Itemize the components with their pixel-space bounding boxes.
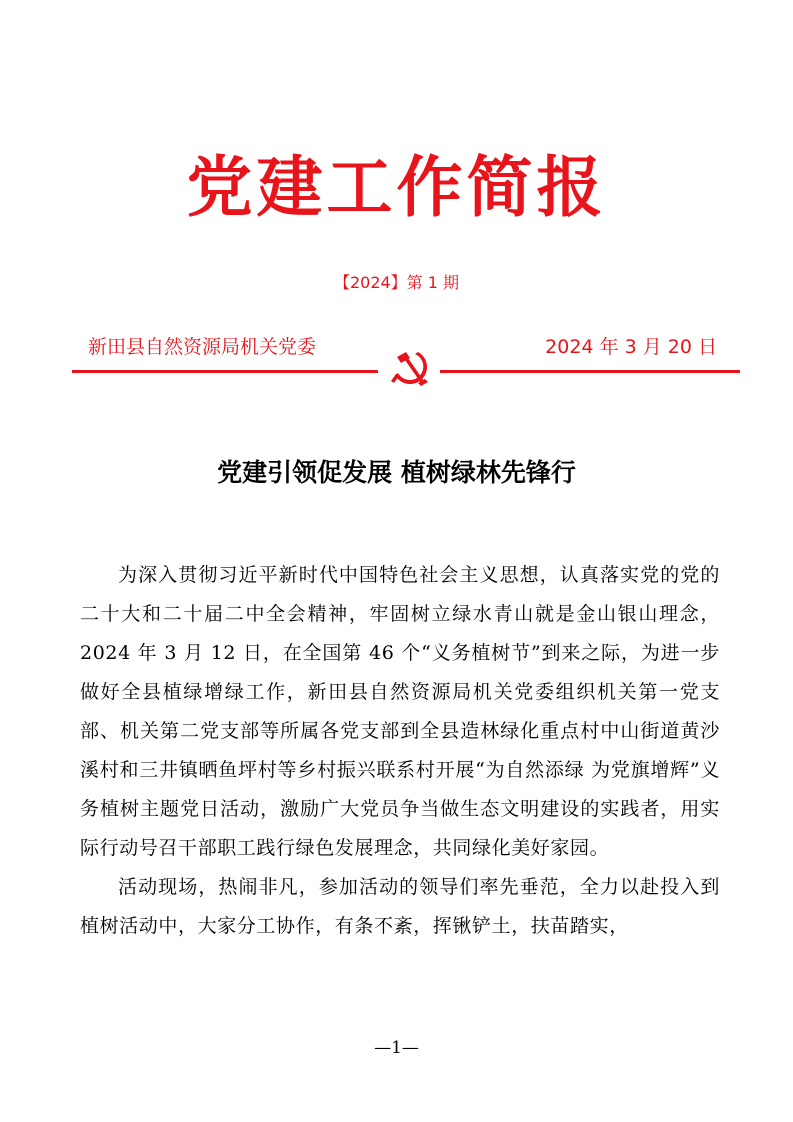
page-number: —1— <box>374 1038 419 1058</box>
article-body <box>80 556 720 946</box>
article-paragraph: 活动现场，热闹非凡，参加活动的领导们率先垂范，全力以赴投入到植树活动中，大家分工协作，有条不紊，挥锹铲土，扶苗踏实， <box>80 876 720 937</box>
masthead-divider-left <box>72 370 378 373</box>
newsletter-title: 党建工作简报 <box>186 149 607 226</box>
party-emblem-icon <box>388 348 432 390</box>
article-paragraph: 为深入贯彻习近平新时代中国特色社会主义思想，认真落实党的党的二十大和二十届二中全会精神，牢固树立绿水青山就是金山银山理念，2024 年 3 月 12 日，在全国第 46 个“义务植树节”到来之际，为进一步做好全县植绿增绿工作，新田县自然资源局机关党委组织机关第一党支部、机关第二党支部等所属各党支部到全县造林绿化重点村中山街道黄沙溪村和三井镇晒鱼坪村等乡村振兴联系村开展“为自然添绿 为党旗增辉”义务植树主题党日活动，激励广大党员争当做生态文明建设的实践者，用实际行动号召干部职工践行绿色发展理念，共同绿化美好家园。 <box>80 564 720 859</box>
article-headline: 党建引领促发展 植树绿林先锋行 <box>217 458 576 487</box>
issue-date: 2024 年 3 月 20 日 <box>545 336 717 358</box>
masthead-divider-right <box>440 370 740 373</box>
issuing-organization: 新田县自然资源局机关党委 <box>88 336 317 358</box>
issue-number: 【2024】第 1 期 <box>333 273 460 292</box>
